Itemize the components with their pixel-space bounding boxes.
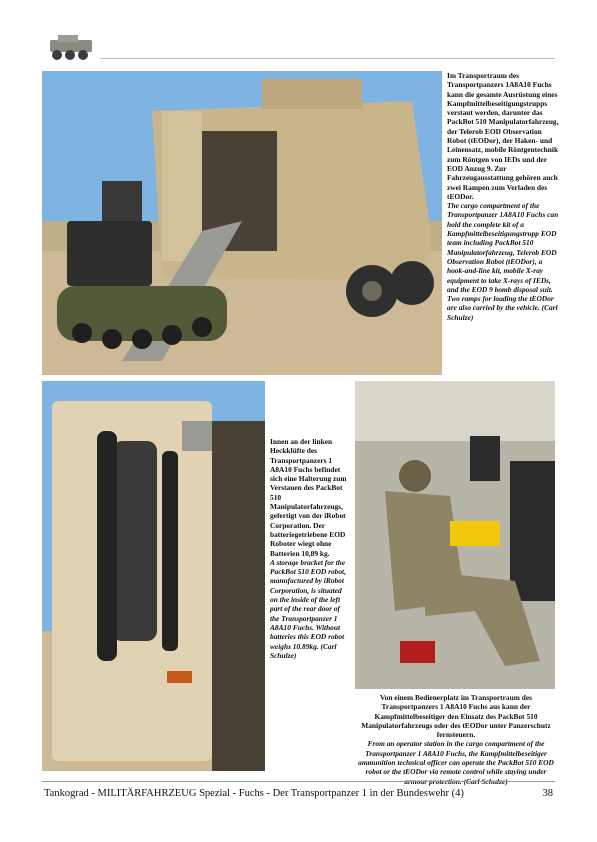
caption-top-english: The cargo compartment of the Transportpanzer 1A8A10 Fuchs can hold the complete kit of a Kampfmittelbeseitigungstrupp EOD team including PackBot 510 Manipulatorfahrzeug, Telerob EOD Observation Robot (tEODor), a hook-and-line kit, mobile X-ray equipment to take X-rays of IEDs, and the EOD 9 bomb disposal suit. Two ramps for loading the tEODor are also carried by the vehicle. (Carl Schulze) bbox=[447, 201, 559, 322]
page-number: 38 bbox=[542, 788, 553, 799]
caption-middle-english: A storage bracket for the PackBot 510 EOD robot, manufactured by iRobot Corporation, is situated on the inside of the left part of the rear door of the Transportpanzer 1 A8A10 Fuchs. Without batteries this EOD robot weighs 10.89kg. (Carl Schulze) bbox=[270, 557, 346, 660]
footer-publication-title: Tankograd - MILITÄRFAHRZEUG Spezial - Fuchs - Der Transportpanzer 1 in der Bundeswehr (4) bbox=[44, 788, 464, 799]
publisher-vehicle-logo bbox=[44, 30, 100, 64]
caption-bottom bbox=[357, 693, 555, 786]
header-rule bbox=[100, 58, 555, 59]
caption-middle bbox=[270, 437, 350, 660]
footer-rule bbox=[42, 781, 555, 782]
caption-top bbox=[447, 71, 559, 322]
caption-top-german: Im Transportraum des Transportpanzers 1A8A10 Fuchs kann die gesamte Ausrüstung eines Kampfmittelbeseitigungstrupps verstaut werden, darunter das PackBot 510 Manipulatorfahrzeug, der Telerob EOD Observation Robot (tEODor), der Haken- und Leinensatz, mobile Röntgentechnik zum Röntgen von IEDs und der EOD Anzug 9. Zur Fahrzeugausstattung gehören auch zwei Rampen zum Verladen des tEODor. bbox=[447, 71, 559, 201]
caption-bottom-german: Von einem Bedienerplatz im Transportraum des Transportpanzers 1 A8A10 Fuchs aus kann der Kampfmittelbeseitiger den Einsatz des PackBot 510 Manipulatorfahrzeugs oder des tEODor unter Panzerschutz fernsteuern. bbox=[361, 693, 551, 740]
photo-fuchs-with-teodor bbox=[42, 71, 442, 375]
caption-middle-german: Innen an der linken Heckklüfte des Transportpanzers 1 A8A10 Fuchs befindet sich eine Halterung zum Verstauen des PackBot 510 Manipulatorfahrzeugs, gefertigt von der iRobot Corporation. Der batteriegetriebene EOD Roboter wiegt ohne Batterien 10,89 kg. bbox=[270, 437, 347, 558]
photo-packbot-rear-door-bracket bbox=[42, 381, 265, 771]
photo-operator-station bbox=[355, 381, 555, 689]
caption-bottom-english: From an operator station in the cargo compartment of the Transportpanzer 1 A8A10 Fuchs, the Kampfmittelbeseitiger ammunition technical officer can operate the PackBot 510 EOD robot or the tEODor via remote control while staying under bbox=[358, 739, 554, 777]
